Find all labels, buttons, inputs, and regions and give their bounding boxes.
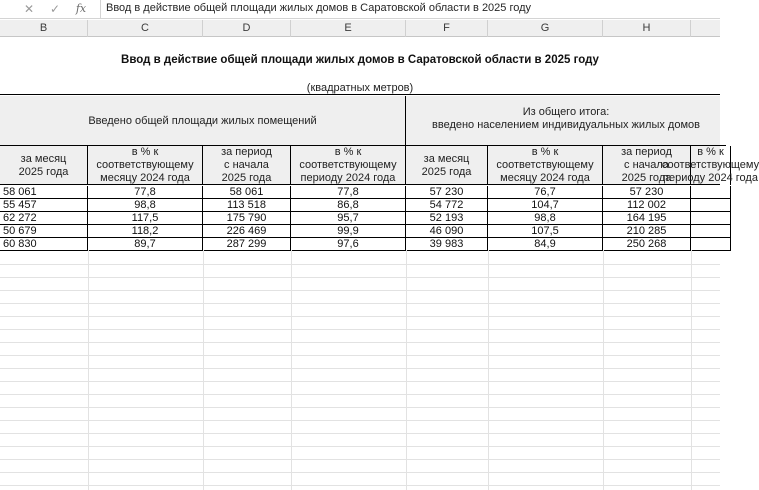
table-row	[0, 199, 720, 212]
gridline	[0, 290, 720, 291]
cell-period[interactable]: 58 061	[203, 186, 291, 199]
gridline	[0, 381, 720, 382]
column-header-f[interactable]: F	[406, 20, 488, 37]
insert-function-icon[interactable]: fx	[75, 2, 87, 15]
gridline	[488, 250, 489, 490]
cell-individual-month-percent[interactable]: 84,9	[488, 238, 603, 251]
cell-individual-month-percent[interactable]: 76,7	[488, 186, 603, 199]
sheet-title[interactable]: Ввод в действие общей площади жилых домов в Саратовской области в 2025 году	[121, 54, 599, 66]
table-row	[0, 212, 720, 225]
gridline	[0, 329, 720, 330]
cell-period[interactable]: 226 469	[203, 225, 291, 238]
cell-individual-month[interactable]: 46 090	[406, 225, 488, 238]
column-header-g[interactable]: G	[488, 20, 603, 37]
cell-month[interactable]: 58 061	[0, 186, 88, 199]
gridline	[0, 433, 720, 434]
gridline	[88, 250, 89, 490]
formula-bar-divider	[100, 0, 101, 18]
units-label[interactable]: (квадратных метров)	[0, 82, 720, 95]
cell-individual-month[interactable]: 52 193	[406, 212, 488, 225]
cell-individual-month-percent[interactable]: 107,5	[488, 225, 603, 238]
cell-month[interactable]: 50 679	[0, 225, 88, 238]
cell-month[interactable]: 62 272	[0, 212, 88, 225]
cell-individual-period-percent[interactable]	[691, 186, 731, 199]
column-header-b[interactable]: B	[0, 20, 88, 37]
cell-period[interactable]: 113 518	[203, 199, 291, 212]
cell-period[interactable]: 287 299	[203, 238, 291, 251]
table-row	[0, 225, 720, 238]
gridline	[203, 250, 204, 490]
subheader-individual-period-percent[interactable]: в % к соответствующему 2024 года	[661, 146, 759, 184]
column-header-d[interactable]: D	[203, 20, 291, 37]
gridline	[0, 264, 720, 265]
subheader-month-percent[interactable]: в % к соответствующему месяцу 2024 года	[88, 146, 203, 185]
cell-period-percent[interactable]: 86,8	[291, 199, 406, 212]
gridline	[0, 303, 720, 304]
cell-individual-month-percent[interactable]: 98,8	[488, 212, 603, 225]
cell-month-percent[interactable]: 98,8	[88, 199, 203, 212]
cell-individual-month[interactable]: 39 983	[406, 238, 488, 251]
cell-individual-period[interactable]: 112 002	[603, 199, 691, 212]
cell-month-percent[interactable]: 118,2	[88, 225, 203, 238]
group-header-individual[interactable]	[406, 96, 726, 146]
gridline	[0, 316, 720, 317]
column-header-row	[0, 20, 720, 37]
cancel-icon[interactable]: ✕	[23, 2, 35, 16]
cell-month-percent[interactable]: 89,7	[88, 238, 203, 251]
group-header-total[interactable]: Введено общей площади жилых помещений	[0, 96, 406, 146]
formula-bar	[0, 0, 720, 19]
subheader-period-percent[interactable]: в % к соответствующему периоду 2024 года	[291, 146, 406, 185]
gridline	[291, 250, 292, 490]
gridline	[0, 355, 720, 356]
cell-individual-month-percent[interactable]: 104,7	[488, 199, 603, 212]
cell-period-percent[interactable]: 99,9	[291, 225, 406, 238]
cell-month-percent[interactable]: 77,8	[88, 186, 203, 199]
gridline	[0, 472, 720, 473]
gridline	[406, 250, 407, 490]
table-row	[0, 186, 720, 199]
enter-icon[interactable]: ✓	[49, 2, 61, 16]
subheader-period[interactable]: за период с начала 2025 года	[203, 146, 291, 185]
worksheet[interactable]	[0, 37, 759, 480]
cell-month[interactable]: 55 457	[0, 199, 88, 212]
column-header-e[interactable]: E	[291, 20, 406, 37]
cell-individual-month[interactable]: 57 230	[406, 186, 488, 199]
cell-individual-period[interactable]: 250 268	[603, 238, 691, 251]
gridline	[603, 250, 604, 490]
cell-individual-period[interactable]: 57 230	[603, 186, 691, 199]
column-header-h[interactable]: H	[603, 20, 691, 37]
cell-individual-period-percent[interactable]	[691, 225, 731, 238]
formula-input[interactable]: Ввод в действие общей площади жилых домов в Саратовской области в 2025 году	[106, 2, 532, 14]
cell-period-percent[interactable]: 95,7	[291, 212, 406, 225]
cell-individual-period-percent[interactable]	[691, 238, 731, 251]
subheader-month[interactable]: за месяц 2025 года	[0, 146, 88, 185]
group-header-individual-line2: введено населением индивидуальных жилых домов	[432, 119, 700, 131]
gridline	[0, 368, 720, 369]
cell-individual-period-percent[interactable]	[691, 212, 731, 225]
gridline	[0, 485, 720, 486]
gridline	[0, 394, 720, 395]
gridline	[0, 277, 720, 278]
subheader-individual-month-percent[interactable]: в % к соответствующему месяцу 2024 года	[488, 146, 603, 185]
subheader-individual-period[interactable]: за период с начала 2025 года	[603, 146, 691, 185]
cell-period-percent[interactable]: 77,8	[291, 186, 406, 199]
cell-individual-month[interactable]: 54 772	[406, 199, 488, 212]
gridline	[691, 250, 692, 490]
gridline	[0, 420, 720, 421]
cell-month-percent[interactable]: 117,5	[88, 212, 203, 225]
gridline	[0, 446, 720, 447]
cell-period[interactable]: 175 790	[203, 212, 291, 225]
cell-individual-period[interactable]: 164 195	[603, 212, 691, 225]
gridline	[0, 459, 720, 460]
table-row	[0, 238, 720, 251]
gridline	[0, 342, 720, 343]
subheader-individual-month[interactable]: за месяц 2025 года	[406, 146, 488, 185]
group-header-individual-line1: Из общего итога:	[522, 106, 610, 118]
column-header-c[interactable]: C	[88, 20, 203, 37]
cell-period-percent[interactable]: 97,6	[291, 238, 406, 251]
cell-month[interactable]: 60 830	[0, 238, 88, 251]
cell-individual-period[interactable]: 210 285	[603, 225, 691, 238]
gridline	[0, 407, 720, 408]
cell-individual-period-percent[interactable]	[691, 199, 731, 212]
